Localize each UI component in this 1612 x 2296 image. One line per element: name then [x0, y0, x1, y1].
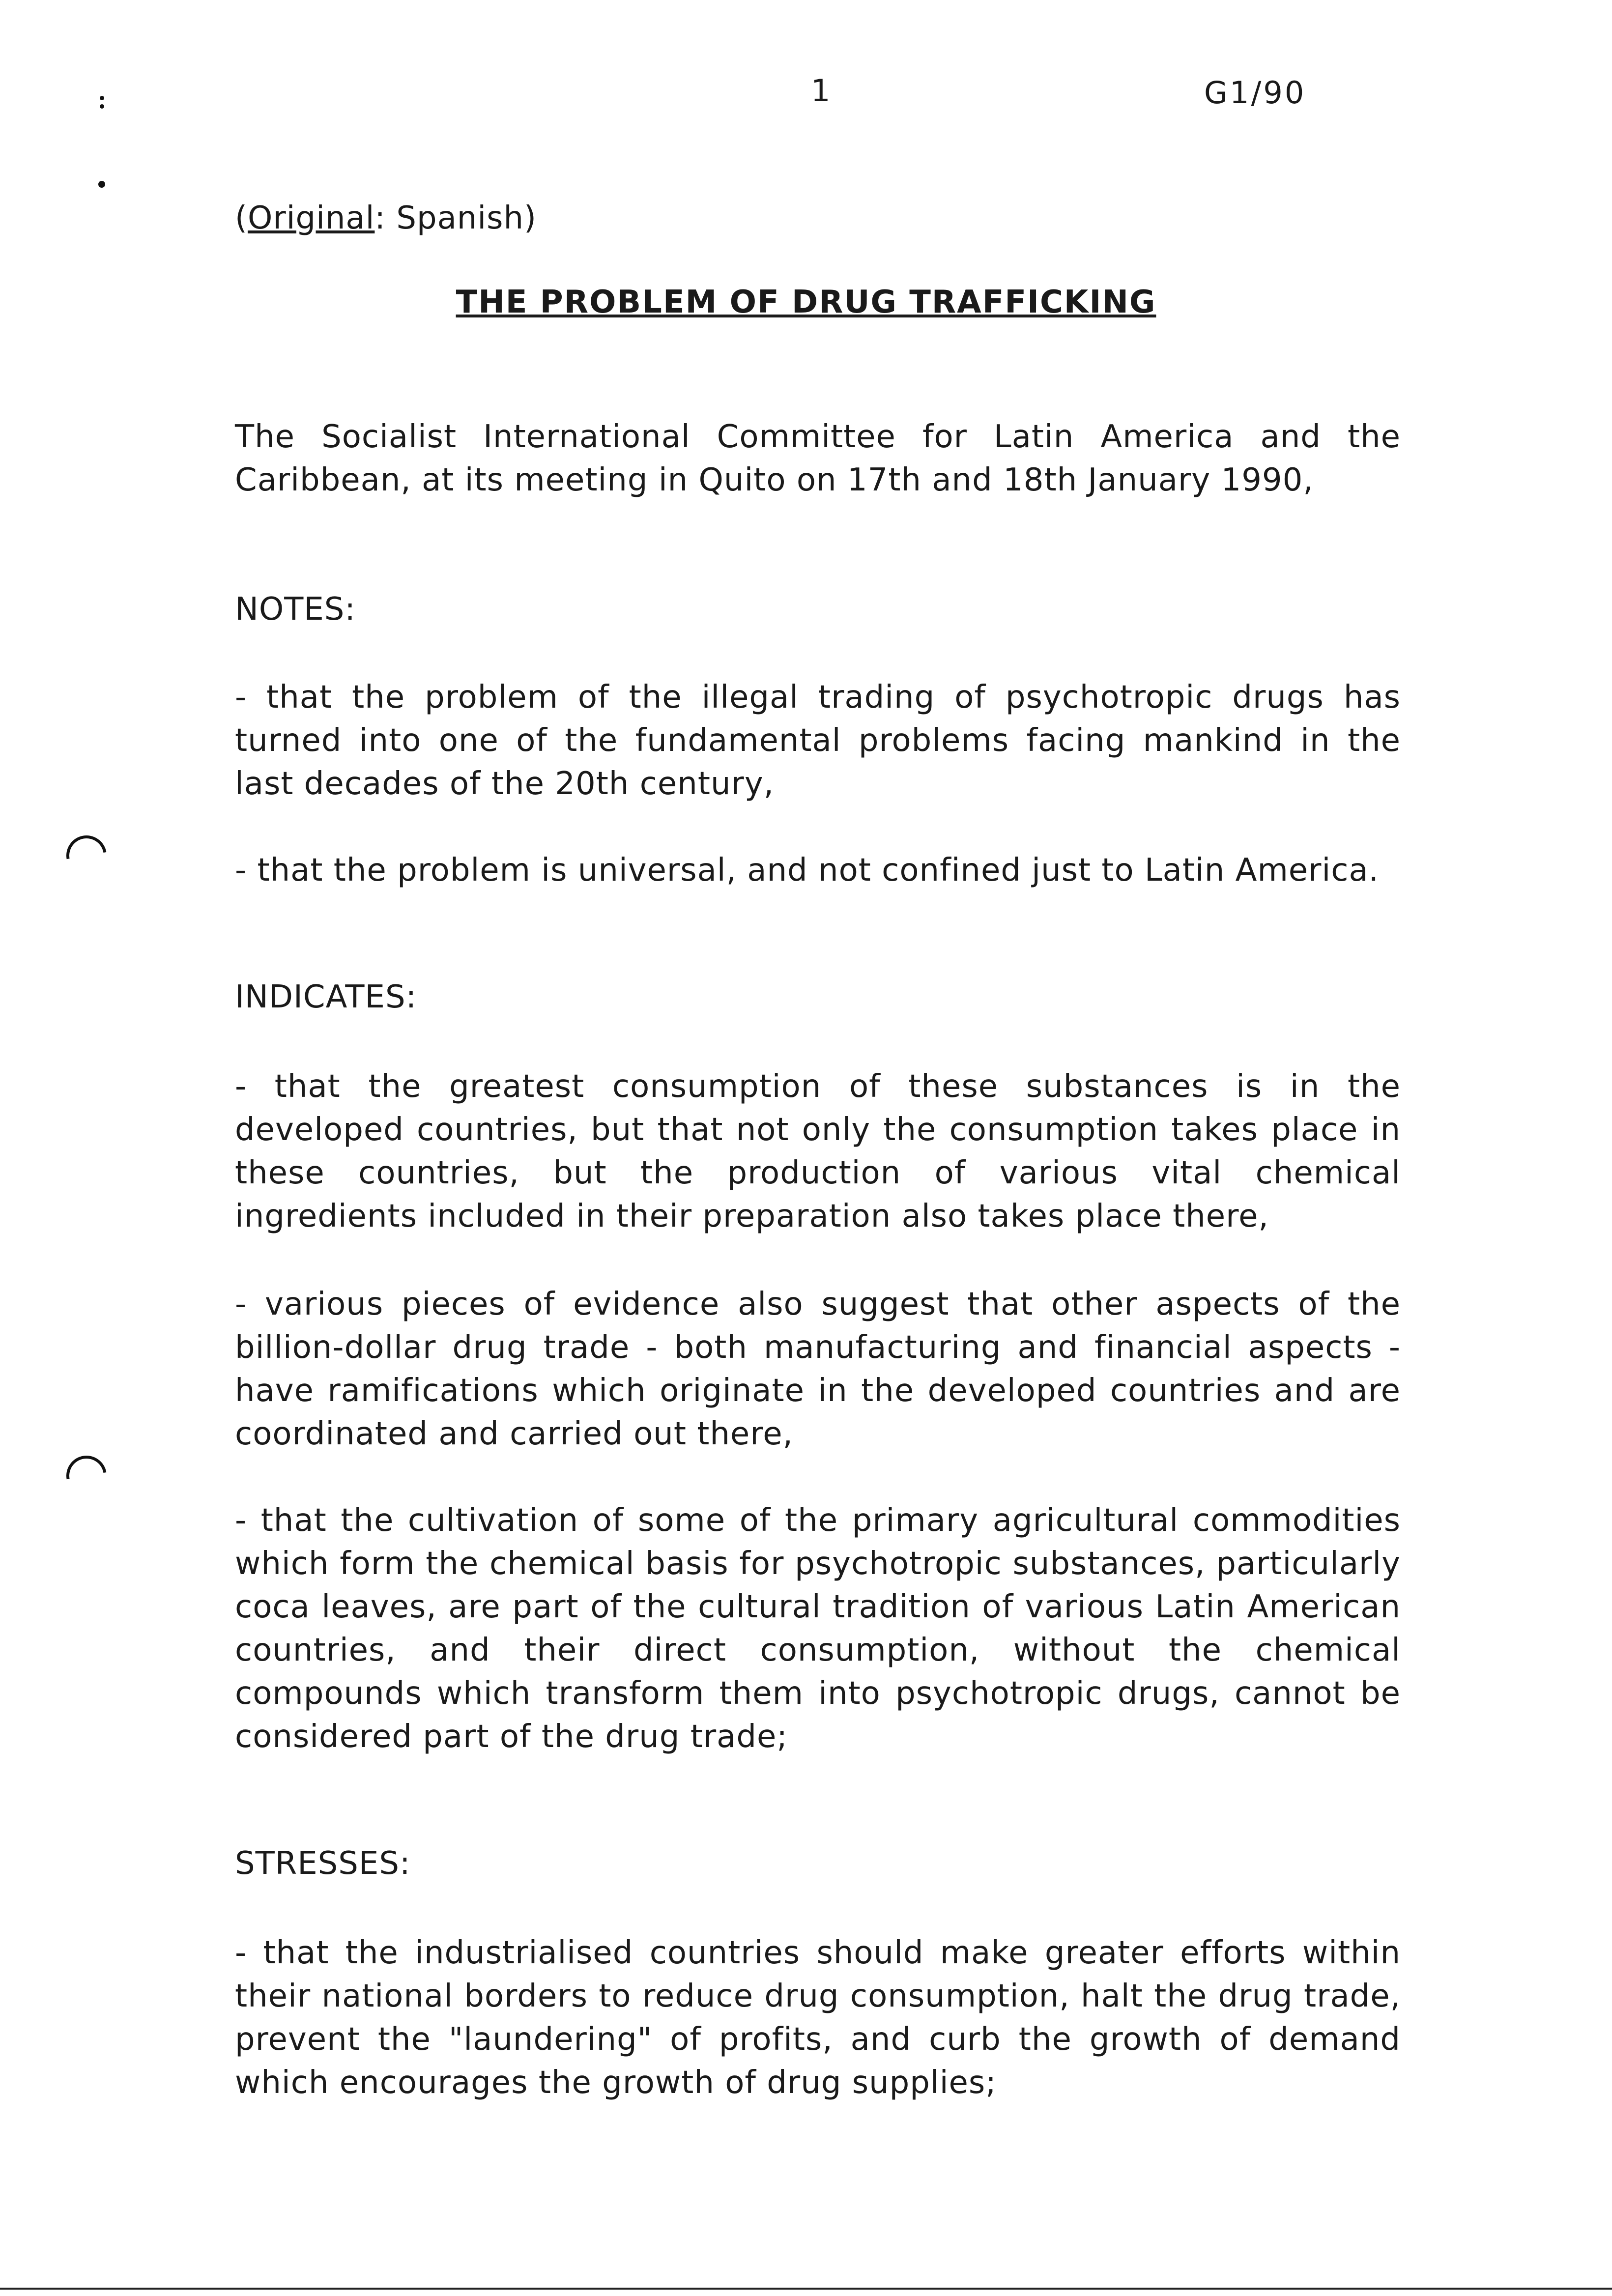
- document-title: THE PROBLEM OF DRUG TRAFFICKING: [456, 284, 1156, 320]
- stresses-item: - that the industrialised countries should make greater efforts within their national borders to reduce drug consumption, halt the drug trade, prevent the "laundering" of profits, and curb the growth of demand which encourages the growth of drug supplies;: [235, 1935, 1401, 2101]
- indicates-item: - various pieces of evidence also suggest that other aspects of the billion-dollar drug trade - both manufacturing and financial aspects - have ramifications which originate in the developed countries and are coordinated and carried out there,: [235, 1286, 1401, 1452]
- margin-mark-dot: [98, 181, 105, 188]
- punch-hole-mark: [58, 828, 115, 884]
- page-bottom-rule: [0, 2288, 1612, 2290]
- punch-hole-mark: [58, 1448, 115, 1504]
- section-heading-stresses: STRESSES:: [235, 1845, 411, 1882]
- page-number: 1: [811, 73, 832, 109]
- margin-mark-dot: [100, 96, 104, 100]
- original-language: : Spanish): [374, 200, 537, 236]
- margin-mark-dot: [100, 104, 104, 109]
- original-language-note: [235, 197, 1401, 240]
- intro-paragraph: The Socialist International Committee for Latin America and the Caribbean, at its meeting in Quito on 17th and 18th January 1990,: [235, 419, 1401, 498]
- section-heading-notes: NOTES:: [235, 591, 356, 628]
- original-label: Original: [247, 200, 375, 236]
- notes-item: - that the problem of the illegal trading of psychotropic drugs has turned into one of the fundamental problems facing mankind in the last decades of the 20th century,: [235, 679, 1401, 802]
- original-open-paren: (: [235, 200, 248, 236]
- indicates-item: - that the greatest consumption of these substances is in the developed countries, but that not only the consumption takes place in these countries, but the production of various vital chemical ingredients included in their preparation also takes place there,: [235, 1068, 1401, 1234]
- section-heading-indicates: INDICATES:: [235, 979, 417, 1015]
- indicates-item: - that the cultivation of some of the primary agricultural commodities which form the chemical basis for psychotropic substances, particularly coca leaves, are part of the cultural tradition of various Latin American countries, and their direct consumption, without the chemical compounds which transform them into psychotropic drugs, cannot be considered part of the drug trade;: [235, 1502, 1401, 1755]
- notes-item: - that the problem is universal, and not confined just to Latin America.: [235, 852, 1379, 889]
- document-reference: G1/90: [1204, 75, 1306, 111]
